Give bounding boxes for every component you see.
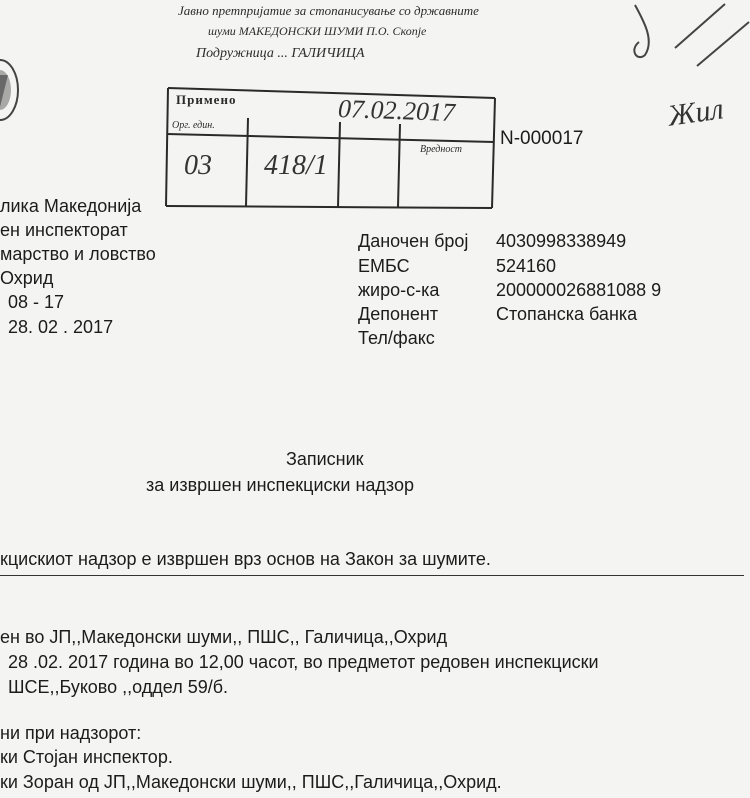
info-label: Депонент (358, 304, 439, 324)
info-label: жиро-с-ка (358, 280, 440, 300)
coat-of-arms-emblem (0, 55, 26, 125)
body-line: ни при надзорот: (0, 723, 142, 743)
letterhead-line-3: марство и ловство (0, 244, 156, 264)
letterhead-date: 28. 02 . 2017 (8, 317, 114, 337)
letterhead-line-1: лика Македонија (0, 196, 142, 216)
body-line: ки Стојан инспектор. (0, 747, 173, 767)
body-line: 28 .02. 2017 година во 12,00 часот, во предметот редовен инспекциски (8, 652, 599, 672)
stamp-value-label: Вредност (420, 144, 462, 155)
legal-basis: кцискиот надзор е извршен врз основ на Закон за шумите. (0, 549, 491, 569)
reference-code: N-000017 (500, 128, 584, 149)
info-label: ЕМБС (358, 256, 410, 276)
stamp-org-unit-label: Орг. един. (172, 120, 215, 131)
letterhead-line-2: ен инспекторат (0, 220, 128, 240)
stamp-handwritten-date: 07.02.2017 (337, 93, 456, 128)
stamp-cell-1: 03 (184, 150, 212, 181)
body-line: ШСЕ,,Букoво ,,оддел 59/б. (8, 677, 229, 697)
stamp-org-line-1: Јавно претпријатие за стопанисување со државните (178, 3, 479, 18)
stamp-org-line-3: Подружница ... ГАЛИЧИЦА (196, 46, 365, 61)
handwritten-initials: Жил (665, 92, 726, 133)
info-value: 4030998338949 (496, 231, 627, 251)
info-label: Даночен број (358, 231, 469, 251)
stamp-cell-2: 418/1 (264, 150, 328, 181)
body-line: ен во ЈП,,Македонски шуми,, ПШС,, Галичица,,Охрид (0, 627, 448, 647)
document-subtitle: за извршен инспекциски надзор (146, 475, 414, 495)
body-line: ки Зоран од ЈП,,Македонски шуми,, ПШС,,Галичица,,Охрид. (0, 772, 502, 792)
letterhead-city: Охрид (0, 268, 54, 288)
info-value: 524160 (496, 256, 557, 276)
info-value: Стопанска банка (496, 304, 638, 324)
info-label: Тел/факс (358, 328, 435, 348)
handwritten-scribble (615, 0, 750, 70)
document-title: Записник (286, 449, 364, 469)
stamp-received-label: Примено (176, 92, 237, 107)
letterhead-number: 08 - 17 (8, 292, 65, 312)
info-value: 200000026881088 9 (496, 280, 662, 300)
divider-line (0, 575, 744, 576)
stamp-org-line-2: шуми МАКЕДОНСКИ ШУМИ П.О. Скопје (208, 24, 427, 38)
